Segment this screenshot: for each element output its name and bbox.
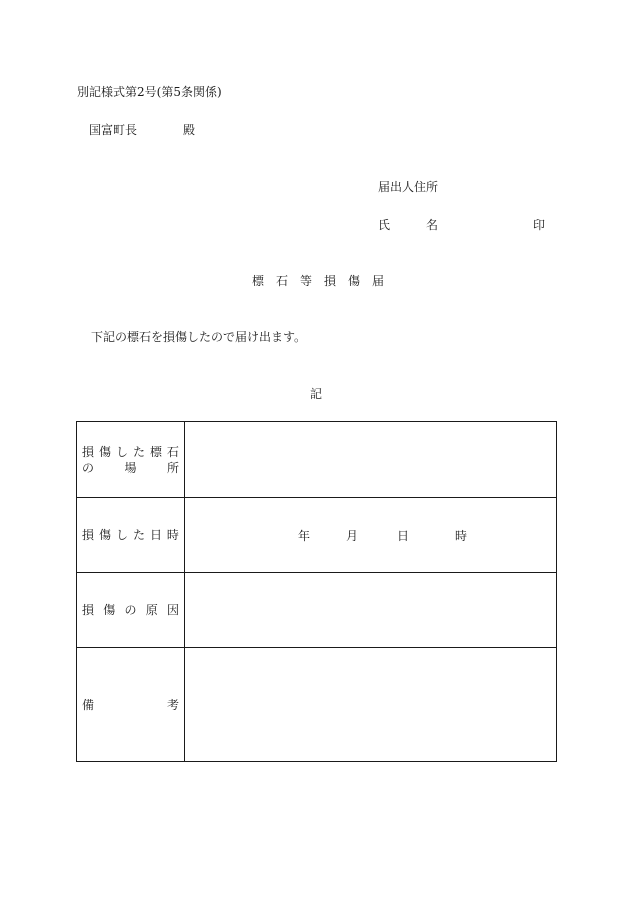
- ki-heading: 記: [310, 387, 323, 401]
- label-char: 損: [82, 444, 95, 459]
- date-day-label: 日: [397, 528, 410, 543]
- table-row: [77, 422, 557, 498]
- seal-mark: 印: [533, 218, 546, 232]
- label-char: 備: [82, 697, 95, 712]
- table-row: [77, 498, 557, 573]
- label-char: 傷: [98, 528, 111, 542]
- label-char: 傷: [98, 444, 111, 459]
- label-char: 考: [166, 697, 179, 712]
- label-char: 傷: [103, 603, 116, 617]
- label-char: 原: [145, 603, 158, 617]
- label-damaged-stone-location: [77, 422, 185, 498]
- label-char: の: [124, 603, 137, 617]
- honorific: 殿: [183, 123, 196, 137]
- label-char: た: [132, 444, 145, 459]
- date-hour-label: 時: [455, 528, 468, 543]
- label-char: し: [115, 444, 128, 459]
- label-char: 時: [166, 528, 179, 542]
- notifier-name-label-2: 名: [426, 218, 439, 232]
- value-damage-cause[interactable]: [185, 573, 557, 648]
- label-char: 標: [149, 444, 162, 459]
- value-remarks[interactable]: [185, 648, 557, 762]
- notifier-address-label: 届出人住所: [378, 180, 439, 194]
- addressee: 国富町長: [89, 123, 138, 137]
- form-reference: 別記様式第2号(第5条関係): [77, 85, 222, 99]
- label-damage-cause: [77, 573, 185, 648]
- label-char: 日: [149, 528, 162, 542]
- intro-text: 下記の標石を損傷したので届け出ます。: [91, 330, 307, 344]
- label-char: 石: [166, 444, 179, 459]
- label-char: 所: [166, 460, 179, 475]
- label-remarks: [77, 648, 185, 762]
- date-month-label: 月: [346, 528, 359, 543]
- value-damage-datetime[interactable]: [185, 498, 557, 573]
- label-char: た: [132, 528, 145, 542]
- date-year-label: 年: [298, 528, 311, 543]
- label-char: 損: [82, 528, 95, 542]
- notifier-name-label-1: 氏: [378, 218, 391, 232]
- damage-report-table: [76, 421, 557, 762]
- document-title: 標石等損傷届: [252, 274, 397, 288]
- table-row: [77, 573, 557, 648]
- label-char: 場: [124, 460, 137, 475]
- label-char: の: [82, 460, 95, 475]
- label-damage-datetime: [77, 498, 185, 573]
- table-row: [77, 648, 557, 762]
- label-char: し: [115, 528, 128, 542]
- label-char: 因: [166, 603, 179, 617]
- value-damaged-stone-location[interactable]: [185, 422, 557, 498]
- label-char: 損: [82, 603, 95, 617]
